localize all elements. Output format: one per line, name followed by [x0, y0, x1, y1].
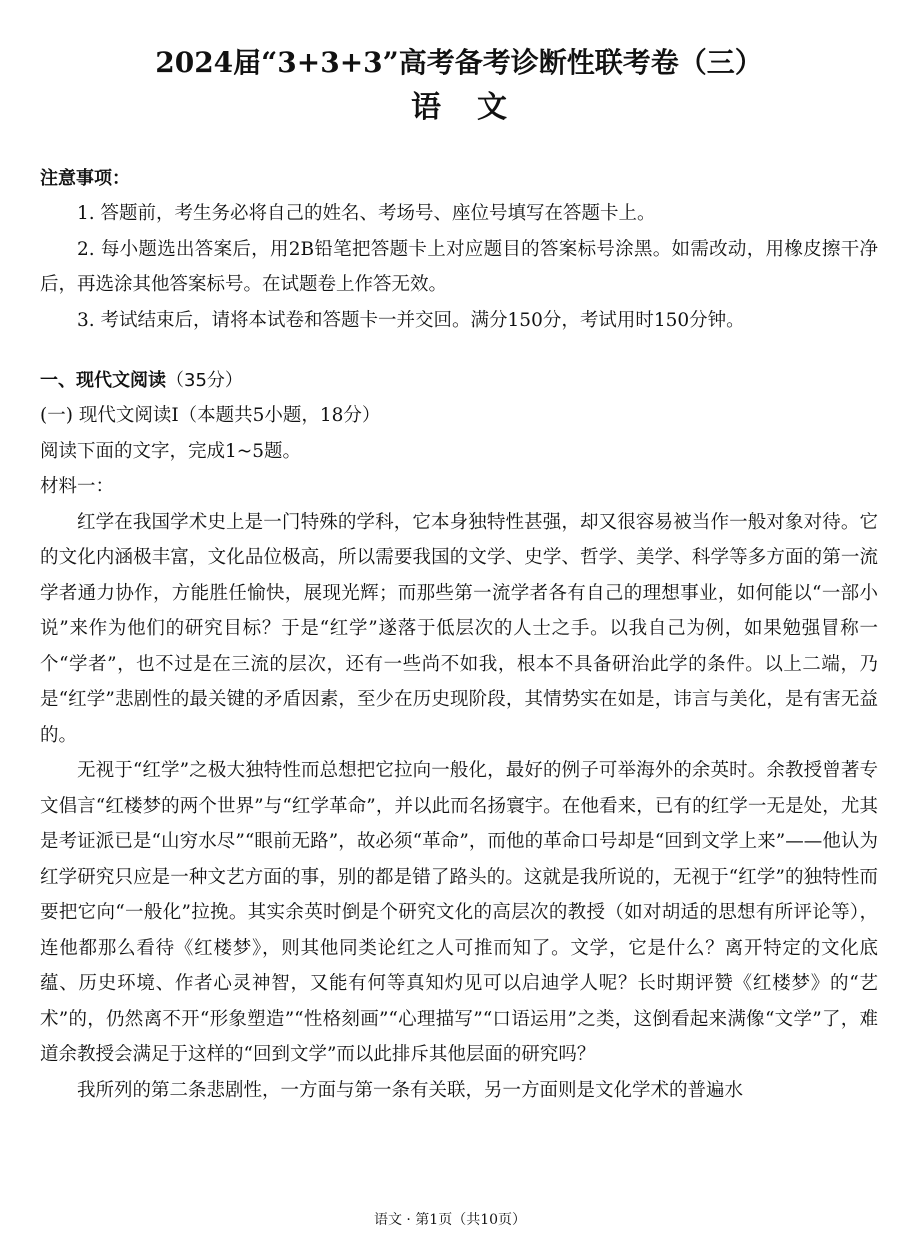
subject-title: 语文	[411, 90, 543, 125]
notice-item-3: 3. 考试结束后，请将本试卷和答题卡一并交回。满分150分，考试用时150分钟。	[77, 309, 745, 331]
notice-heading: 注意事项：	[40, 168, 130, 189]
passage-paragraph-3: 我所列的第二条悲剧性，一方面与第一条有关联，另一方面则是文化学术的普遍水	[77, 1079, 744, 1101]
material-label: 材料一：	[40, 476, 115, 497]
section-heading-score: （35分）	[166, 370, 243, 391]
sub-section-heading: (一) 现代文阅读Ⅰ（本题共5小题，18分）	[40, 405, 381, 426]
reading-instruction: 阅读下面的文字，完成1~5题。	[40, 440, 302, 462]
notice-item-2: 2. 每小题选出答案后，用2B铅笔把答题卡上对应题目的答案标号涂黑。如需改动，用橡皮擦干净后，再选涂其他答案标号。在试题卷上作答无效。	[40, 238, 878, 295]
passage-paragraph-1: 红学在我国学术史上是一门特殊的学科，它本身独特性甚强，却又很容易被当作一般对象对待。它的文化内涵极丰富，文化品位极高，所以需要我国的文学、史学、哲学、美学、科学等多方面的第一流学者通力协作，方能胜任愉快，展现光辉；而那些第一流学者各有自己的理想事业，如何能以“一部小说”来作为他们的研究目标？于是“红学”遂落于低层次的人士之手。以我自己为例，如果勉强冒称一个“学者”，也不过是在三流的层次，还有一些尚不如我，根本不具备研治此学的条件。以上二端，乃是“红学”悲剧性的最关键的矛盾因素，至少在历史现阶段，其情势实在如是，讳言与美化，是有害无益的。	[40, 511, 878, 746]
exam-title: 2024届“3+3+3”高考备考诊断性联考卷（三）	[155, 46, 763, 79]
page-footer: 语文 · 第1页（共10页）	[373, 1212, 527, 1228]
passage-paragraph-2: 无视于“红学”之极大独特性而总想把它拉向一般化，最好的例子可举海外的余英时。余教授曾著专文倡言“红楼梦的两个世界”与“红学革命”，并以此而名扬寰宇。在他看来，已有的红学一无是处，尤其是考证派已是“山穷水尽”“眼前无路”，故必须“革命”，而他的革命口号却是“回到文学上来”——他认为红学研究只应是一种文艺方面的事，别的都是错了路头的。这就是我所说的，无视于“红学”的独特性而要把它向“一般化”拉挽。其实余英时倒是个研究文化的高层次的教授（如对胡适的思想有所评论等），连他都那么看待《红楼梦》，则其他同类论红之人可推而知了。文学，它是什么？离开特定的文化底蕴、历史环境、作者心灵神智，又能有何等真知灼见可以启迪学人呢？长时期评赞《红楼梦》的“艺术”的，仍然离不开“形象塑造”“性格刻画”“心理描写”“口语运用”之类，这倒看起来满像“文学”了，难道余教授会满足于这样的“回到文学”而以此排斥其他层面的研究吗？	[40, 760, 878, 1065]
section-heading	[40, 364, 878, 398]
exam-page	[40, 0, 878, 1246]
section-spacer	[40, 338, 878, 364]
section-heading-title: 一、现代文阅读	[40, 370, 166, 391]
notice-item-1: 1. 答题前，考生务必将自己的姓名、考场号、座位号填写在答题卡上。	[77, 203, 656, 224]
